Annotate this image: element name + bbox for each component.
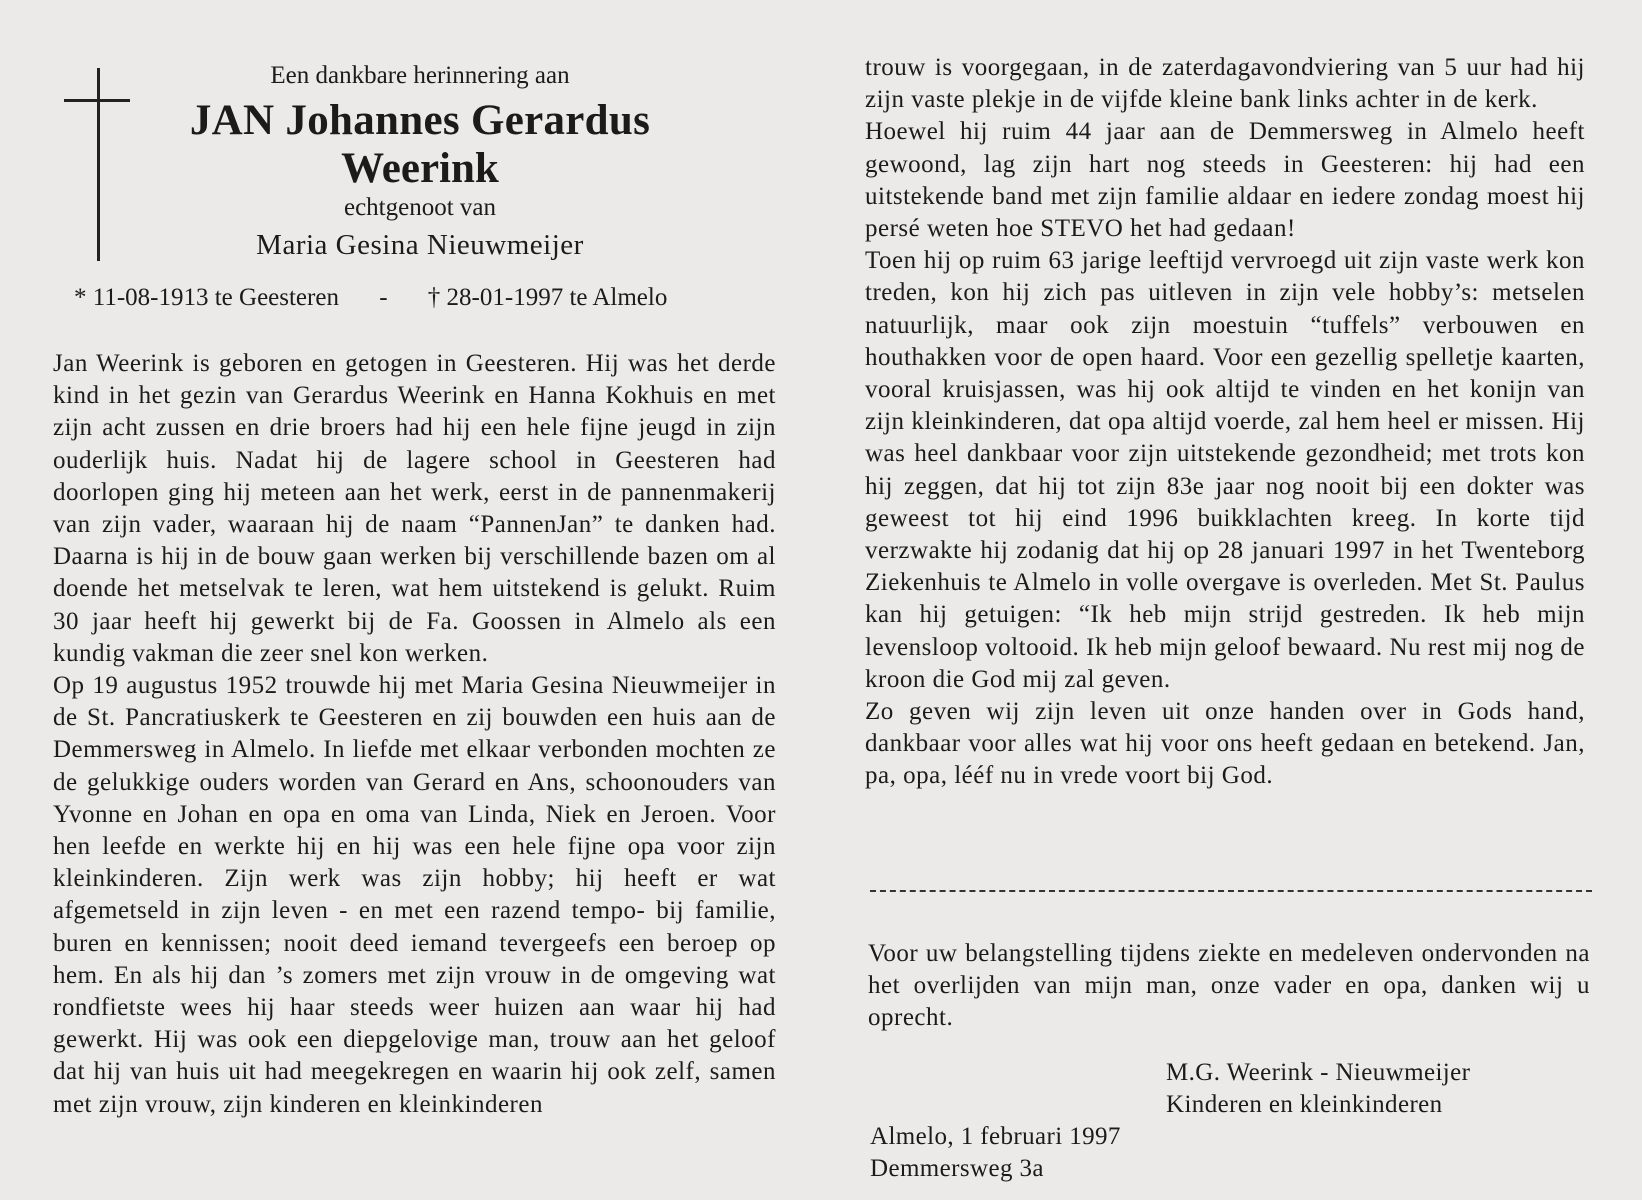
biography-paragraph: Zo geven wij zijn leven uit onze handen over in Gods hand, dankbaar voor alles wat hij voor ons heeft gedaan en betekend. Jan, pa, opa, lééf nu in vrede voort bij God. xyxy=(865,698,1585,790)
place-date: Almelo, 1 februari 1997 xyxy=(870,1123,1121,1150)
signature-name: M.G. Weerink - Nieuwmeijer xyxy=(1166,1059,1471,1086)
birth-date: * 11-08-1913 te Geesteren xyxy=(74,284,339,311)
death-date: † 28-01-1997 te Almelo xyxy=(427,284,668,311)
biography-paragraph: Jan Weerink is geboren en getogen in Geesteren. Hij was het derde kind in het gezin van Gerardus Weerink en Hanna Kokhuis en met zijn acht zussen en drie broers had hij een hele fijne jeugd in zijn ouderlijk huis. Nadat hij de lagere school in Geesteren had doorlopen ging hij meteen aan het werk, eerst in de pannenmakerij van zijn vader, waaraan hij de naam “PannenJan” te danken had. Daarna is hij in de bouw gaan werken bij verschillende bazen om al doende het metselvak te leren, wat hem uitstekend is gelukt. Ruim 30 jaar heeft hij gewerkt bij de Fa. Goossen in Almelo als een kundig vakman die zeer snel kon werken. xyxy=(53,350,776,667)
deceased-surname: Weerink xyxy=(341,145,499,192)
signature-family: Kinderen en kleinkinderen xyxy=(1166,1091,1443,1118)
biography-paragraph: Op 19 augustus 1952 trouwde hij met Maria Gesina Nieuwmeijer in de St. Pancratiuskerk te Geesteren en zij bouwden een huis aan de Demmersweg in Almelo. In liefde met elkaar verbonden mochten ze de gelukkige ouders worden van Gerard en Ans, schoonouders van Yvonne en Johan en opa en oma van Linda, Niek en Jeroen. Voor hen leefde en werkte hij en hij was een hele fijne opa voor zijn kleinkinderen. Zijn werk was zijn hobby; hij heeft er wat afgemetseld in zijn leven - en met een razend tempo- bij familie, buren en kennissen; nooit deed iemand tevergeefs een beroep op hem. En als hij dan ’s zomers met zijn vrouw in de omgeving wat rondfietste wees hij haar steeds weer huizen aan waar hij had gewerkt. Hij was ook een diepgelovige man, trouw aan het geloof dat hij van huis uit had meegekregen en waarin hij ook zelf, samen met zijn vrouw, zijn kinderen en kleinkinderen xyxy=(53,672,776,1118)
cross-icon-bar xyxy=(64,99,130,102)
card-header xyxy=(140,58,700,266)
life-dates xyxy=(74,280,750,316)
biography-paragraph: Hoewel hij ruim 44 jaar aan de Demmersweg in Almelo heeft gewoond, lag zijn hart nog steeds in Geesteren: hij had een uitstekende band met zijn familie aldaar en iedere zondag moest hij persé weten hoe STEVO het had gedaan! xyxy=(865,118,1585,243)
spouse-name: Maria Gesina Nieuwmeijer xyxy=(256,229,584,261)
date-separator: - xyxy=(379,284,388,311)
cross-icon xyxy=(97,68,100,261)
biography-paragraph: trouw is voorgegaan, in de zaterdagavondviering van 5 uur had hij zijn vaste plekje in de vijfde kleine bank links achter in de kerk. xyxy=(865,54,1585,114)
biography-paragraph: Toen hij op ruim 63 jarige leeftijd vervroegd uit zijn vaste werk kon treden, kon hij zich pas uitleven in zijn vele hobby’s: metselen natuurlijk, maar ook zijn moestuin “tuffels” verbouwen en houthakken voor de open haard. Voor een gezellig spelletje kaarten, vooral kruisjassen, was hij ook altijd te vinden en het konijn van zijn kleinkinderen, dat opa altijd voerde, zal hem heel er missen. Hij was heel dankbaar voor zijn uitstekende gezondheid; met trots kon hij zeggen, dat hij tot zijn 83e jaar nog nooit bij een dokter was geweest tot hij eind 1996 buikklachten kreeg. In korte tijd verzwakte hij zodanig dat hij op 28 januari 1997 in het Twenteborg Ziekenhuis te Almelo in volle overgave is overleden. Met St. Paulus kan hij getuigen: “Ik heb mijn strijd gestreden. Ik heb mijn levensloop voltooid. Ik heb mijn geloof bewaard. Nu rest mij nog de kroon die God mij zal geven. xyxy=(865,247,1585,693)
left-column xyxy=(53,348,776,1121)
place-date-block xyxy=(870,1121,1121,1185)
thanks-text: Voor uw belangstelling tijdens ziekte en medeleven ondervonden na het overlijden van mijn man, onze vader en opa, danken wij u oprecht. xyxy=(868,940,1590,1032)
deceased-name: JAN Johannes Gerardus xyxy=(189,97,651,144)
spouse-label: echtgenoot van xyxy=(343,194,497,221)
address: Demmersweg 3a xyxy=(870,1155,1044,1182)
signature-block xyxy=(1166,1057,1470,1121)
intro-text: Een dankbare herinnering aan xyxy=(270,62,570,89)
right-column xyxy=(865,52,1585,793)
dashed-divider xyxy=(870,890,1592,892)
